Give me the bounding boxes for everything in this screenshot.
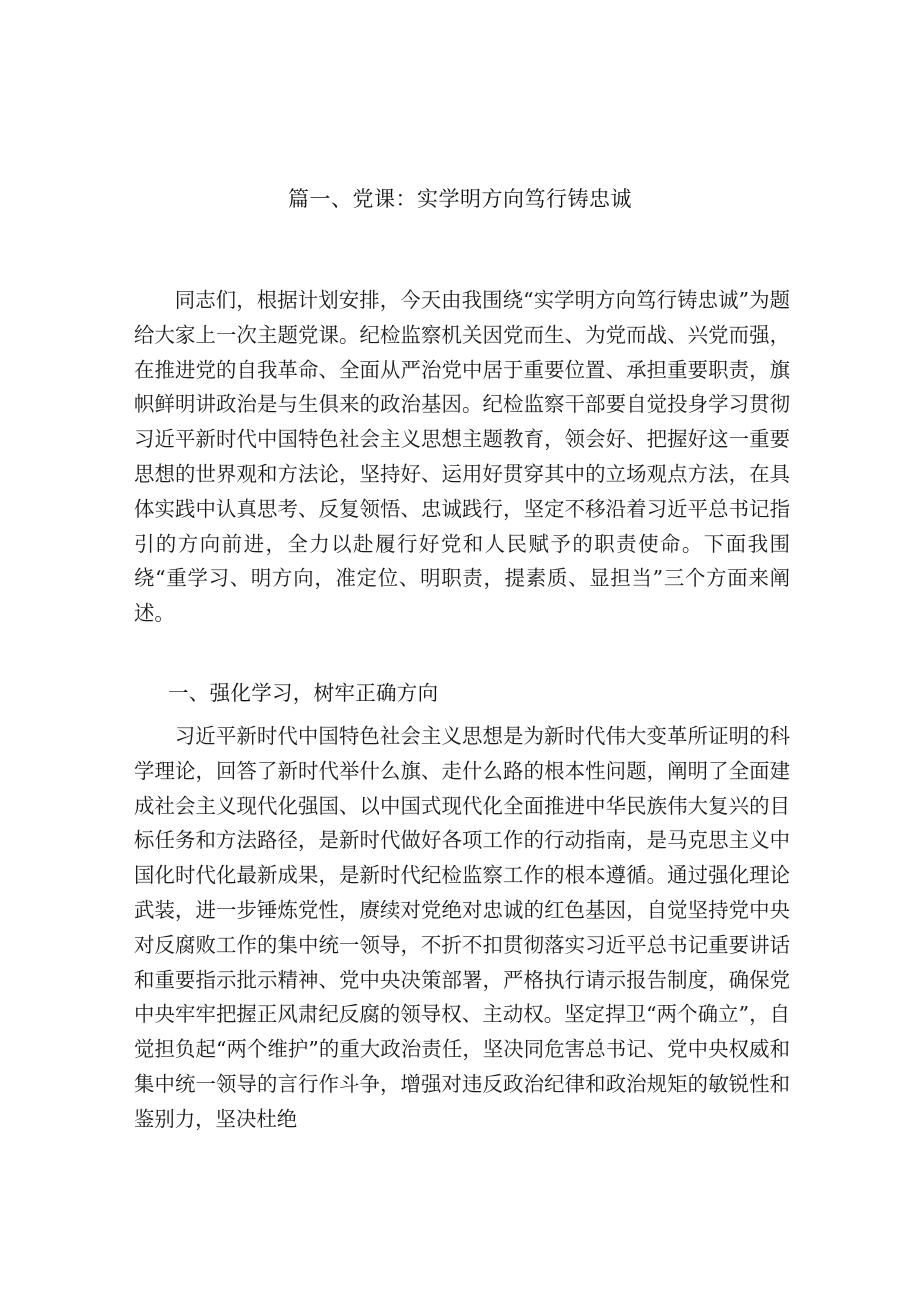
document-title: 篇一、党课：实学明方向笃行铸忠诚 <box>288 187 632 211</box>
paragraph-intro: 同志们，根据计划安排，今天由我围绕“实学明方向笃行铸忠诚”为题给大家上一次主题党课。纪检监察机关因党而生、为党而战、兴党而强，在推进党的自我革命、全面从严治党中居于重要位置、承担重要职责，旗帜鲜明讲政治是与生俱来的政治基因。纪检监察干部要自觉投身学习贯彻习近平新时代中国特色社会主义思想主题教育，领会好、把握好这一重要思想的世界观和方法论，坚持好、运用好贯穿其中的立场观点方法，在具体实践中认真思考、反复领悟、忠诚践行，坚定不移沿着习近平总书记指引的方向前进，全力以赴履行好党和人民赋予的职责使命。下面我围绕“重学习、明方向，准定位、明职责，提素质、显担当”三个方面来阐述。 <box>134 288 790 626</box>
paragraph-section-one: 习近平新时代中国特色社会主义思想是为新时代伟大变革所证明的科学理论，回答了新时代举什么旗、走什么路的根本性问题，阐明了全面建成社会主义现代化强国、以中国式现代化全面推进中华民族伟大复兴的目标任务和方法路径，是新时代做好各项工作的行动指南，是马克思主义中国化时代化最新成果，是新时代纪检监察工作的根本遵循。通过强化理论武装，进一步锤炼党性，赓续对党绝对忠诚的红色基因，自觉坚持党中央对反腐败工作的集中统一领导，不折不扣贯彻落实习近平总书记重要讲话和重要指示批示精神、党中央决策部署，严格执行请示报告制度，确保党中央牢牢把握正风肃纪反腐的领导权、主动权。坚定捍卫“两个确立”，自觉担负起“两个维护”的重大政治责任，坚决同危害总书记、党中央权威和集中统一领导的言行作斗争，增强对违反政治纪律和政治规矩的敏锐性和鉴别力，坚决杜绝 <box>134 724 790 1131</box>
section-heading: 一、强化学习，树牢正确方向 <box>168 681 439 705</box>
body-section-intro <box>134 283 790 631</box>
body-section-one <box>134 719 790 1137</box>
